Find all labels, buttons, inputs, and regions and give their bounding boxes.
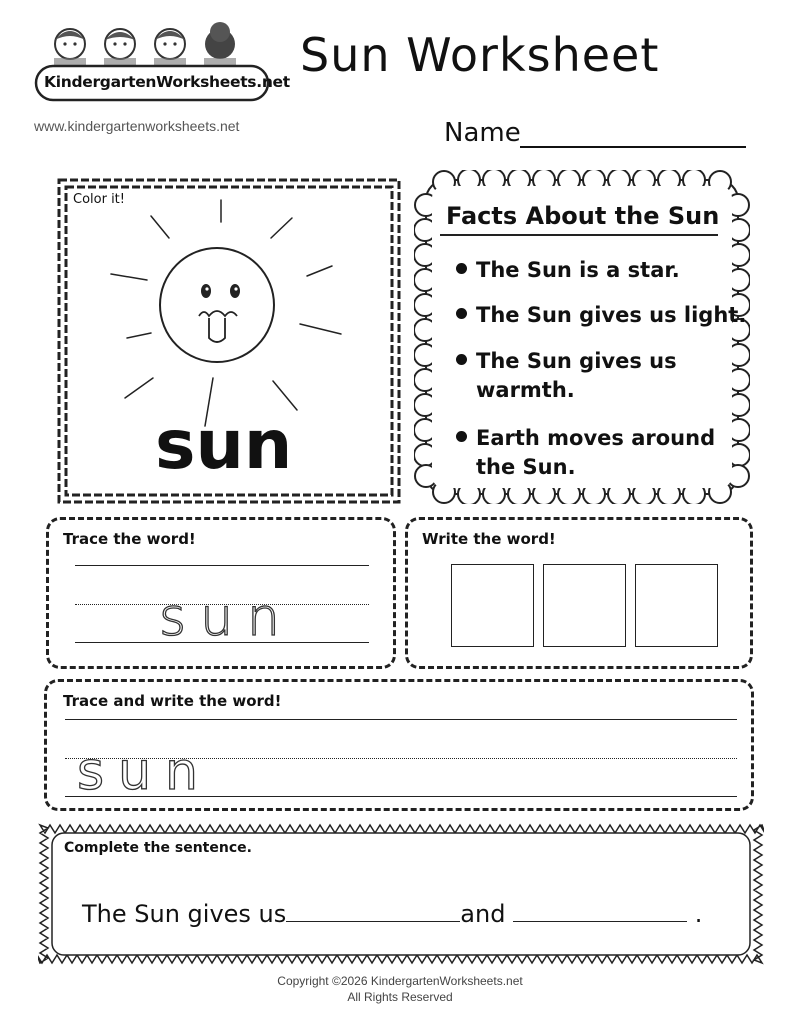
write-word-box — [405, 517, 753, 669]
bullet-icon — [456, 263, 467, 274]
letter-square-3[interactable] — [635, 564, 718, 647]
fact-item-2: The Sun gives us light. — [456, 301, 746, 330]
sentence-part-3: . — [694, 900, 703, 928]
bullet-icon — [456, 308, 467, 319]
name-field-line[interactable] — [520, 146, 746, 148]
fact-item-3: The Sun gives us warmth. — [456, 347, 677, 405]
trace-word-box — [46, 517, 396, 669]
sentence-part-2: and — [460, 900, 506, 928]
letter-square-2[interactable] — [543, 564, 626, 647]
letter-square-1[interactable] — [451, 564, 534, 647]
bullet-icon — [456, 431, 467, 442]
trace-word-label: Trace the word! — [63, 530, 196, 548]
rights-text: All Rights Reserved — [347, 990, 453, 1004]
trace-write-text[interactable]: sun — [77, 742, 213, 802]
write-word-label: Write the word! — [422, 530, 556, 548]
logo — [34, 22, 290, 106]
color-it-box — [57, 178, 401, 504]
fact-item-4: Earth moves around the Sun. — [456, 424, 715, 482]
sentence-row — [82, 897, 702, 930]
site-url: www.kindergartenworksheets.net — [34, 118, 240, 134]
trace-write-label: Trace and write the word! — [63, 692, 282, 710]
logo-kids-icon — [34, 22, 270, 106]
sun-word: sun — [155, 406, 293, 485]
sentence-label: Complete the sentence. — [64, 840, 252, 856]
bullet-icon — [456, 354, 467, 365]
writing-line-top — [65, 719, 737, 720]
trace-write-box — [44, 679, 754, 811]
answer-blank-2[interactable] — [513, 897, 687, 922]
facts-title-underline — [440, 234, 718, 236]
page-title: Sun Worksheet — [300, 28, 660, 82]
facts-title: Facts About the Sun — [446, 202, 720, 230]
logo-text: KindergartenWorksheets.net — [44, 73, 290, 91]
sentence-box — [38, 823, 764, 965]
trace-word-text[interactable]: sun — [159, 588, 295, 648]
writing-line-top — [75, 565, 369, 566]
sentence-part-1: The Sun gives us — [82, 900, 287, 928]
facts-box — [414, 170, 750, 504]
copyright-text: Copyright ©2026 KindergartenWorksheets.net — [277, 974, 523, 988]
fact-item-1: The Sun is a star. — [456, 256, 680, 285]
name-label: Name — [444, 118, 521, 148]
color-it-label: Color it! — [73, 192, 125, 207]
answer-blank-1[interactable] — [286, 897, 460, 922]
